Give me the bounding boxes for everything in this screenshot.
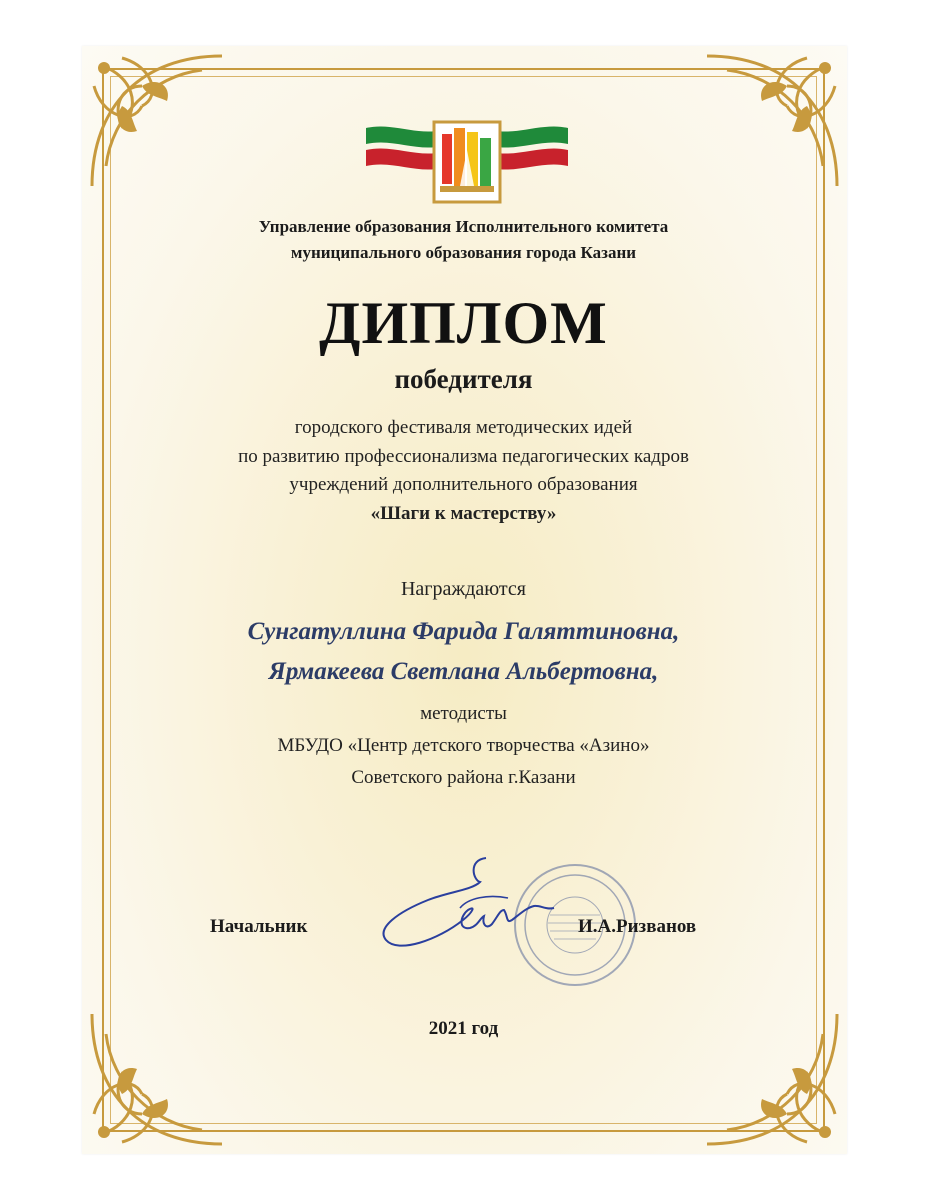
signatory-title: Начальник xyxy=(210,916,308,937)
diploma-title: ДИПЛОМ xyxy=(319,290,608,356)
org-line-2: муниципального образования города Казани xyxy=(290,243,637,262)
signatory-name: И.А.Ризванов xyxy=(578,916,697,937)
handwritten-signature xyxy=(368,850,568,960)
festival-line-3: учреждений дополнительного образования xyxy=(289,474,638,495)
festival-description xyxy=(100,414,827,528)
diploma-subtitle: победителя xyxy=(394,364,533,394)
position: методисты xyxy=(420,703,507,724)
organization-name xyxy=(100,214,827,266)
festival-name: «Шаги к мастерству» xyxy=(370,502,557,524)
awardee-name-1: Сунгатуллина Фарида Галяттиновна, xyxy=(247,618,680,645)
awardee-name-2: Ярмакеева Светлана Альбертовна, xyxy=(268,658,659,685)
institution-line-2: Советского района г.Казани xyxy=(351,767,576,788)
awarded-label: Награждаются xyxy=(400,578,526,600)
org-line-1: Управление образования Исполнительного комитета xyxy=(258,217,669,236)
awardee-names xyxy=(100,612,827,692)
ornamental-corner-icon xyxy=(697,46,847,196)
festival-line-2: по развитию профессионализма педагогических кадров xyxy=(238,445,689,467)
kazan-education-emblem-icon xyxy=(362,120,572,206)
institution-line-1: МБУДО «Центр детского творчества «Азино» xyxy=(277,735,650,756)
awardee-role xyxy=(100,698,827,794)
festival-line-1: городского фестиваля методических идей xyxy=(294,417,633,438)
ornamental-corner-icon xyxy=(82,46,232,196)
issue-year: 2021 год xyxy=(428,1018,499,1039)
